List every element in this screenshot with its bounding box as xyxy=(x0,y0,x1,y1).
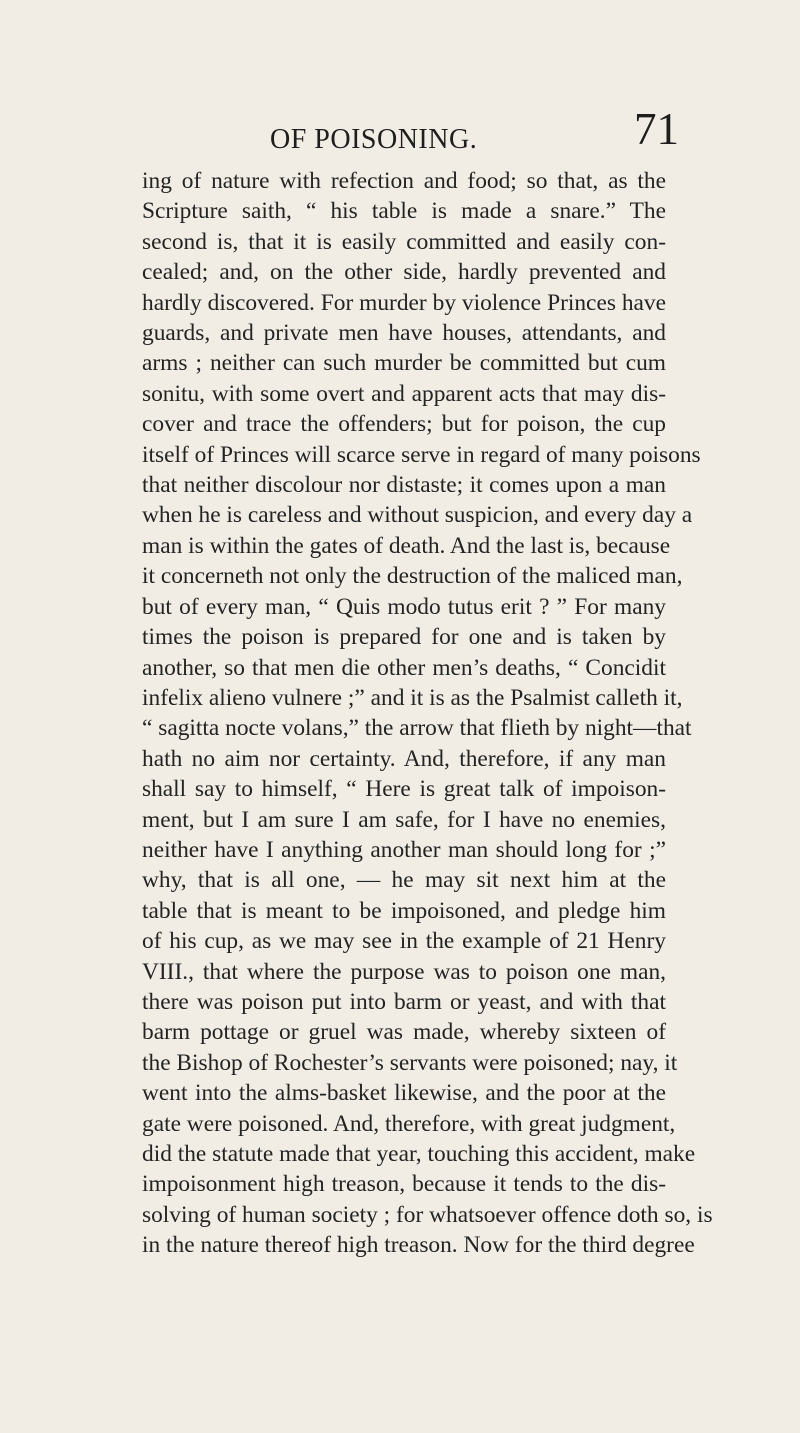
text-line: table that is meant to be impoisoned, and pledge him xyxy=(142,897,666,924)
text-line: ment, but I am sure I am safe, for I have no enemies, xyxy=(142,806,666,833)
text-line: of his cup, as we may see in the example of 21 Henry xyxy=(142,928,666,955)
text-line: cealed; and, on the other side, hardly prevented and xyxy=(142,259,666,286)
text-line: neither have I anything another man should long for ;” xyxy=(142,836,666,863)
text-line: in the nature thereof high treason. Now for the third degree xyxy=(142,1232,695,1259)
text-line: arms ; neither can such murder be committed but cum xyxy=(142,350,666,377)
text-line: ing of nature with refection and food; so that, as the xyxy=(142,168,666,194)
text-line: gate were poisoned. And, therefore, with great judgment, xyxy=(142,1110,676,1137)
text-line: solving of human society ; for whatsoever offence doth so, is xyxy=(142,1201,713,1228)
text-line: why, that is all one, — he may sit next him at the xyxy=(142,867,666,894)
text-line: shall say to himself, “ Here is great talk of impoison- xyxy=(142,776,666,803)
text-line: VIII., that where the purpose was to poison one man, xyxy=(142,958,666,985)
text-line: when he is careless and without suspicion, and every day a xyxy=(142,502,693,529)
text-line: but of every man, “ Quis modo tutus erit ? ” For many xyxy=(142,593,666,620)
text-line: barm pottage or gruel was made, whereby sixteen of xyxy=(142,1019,666,1046)
text-line: hardly discovered. For murder by violence Princes have xyxy=(142,289,666,316)
text-line: Scripture saith, “ his table is made a snare.” The xyxy=(142,198,666,225)
text-line: “ sagitta nocte volans,” the arrow that flieth by night—that xyxy=(142,715,692,742)
text-line: second is, that it is easily committed and easily con- xyxy=(142,228,666,255)
text-line: cover and trace the offenders; but for poison, the cup xyxy=(142,411,666,438)
page-header xyxy=(0,100,800,160)
text-line: the Bishop of Rochester’s servants were poisoned; nay, it xyxy=(142,1049,678,1076)
text-line: guards, and private men have houses, attendants, and xyxy=(142,320,666,347)
text-line: it concerneth not only the destruction of the maliced man, xyxy=(142,563,683,590)
page-number: 71 xyxy=(634,104,679,154)
text-line: sonitu, with some overt and apparent acts that may dis- xyxy=(142,380,666,407)
text-line: another, so that men die other men’s deaths, “ Concidit xyxy=(142,654,666,681)
text-line: impoisonment high treason, because it tends to the dis- xyxy=(142,1171,666,1198)
text-line: that neither discolour nor distaste; it comes upon a man xyxy=(142,472,666,499)
text-line: itself of Princes will scarce serve in regard of many poisons xyxy=(142,441,701,468)
text-line: hath no aim nor certainty. And, therefore, if any man xyxy=(142,745,666,772)
text-line: times the poison is prepared for one and is taken by xyxy=(142,624,666,651)
text-line: there was poison put into barm or yeast, and with that xyxy=(142,988,666,1015)
text-line: infelix alieno vulnere ;” and it is as the Psalmist calleth it, xyxy=(142,684,683,711)
body-text xyxy=(142,166,713,1261)
text-line: man is within the gates of death. And the last is, because xyxy=(142,532,671,559)
text-line: went into the alms-basket likewise, and the poor at the xyxy=(142,1080,666,1107)
running-head: OF POISONING. xyxy=(270,124,478,155)
text-line: did the statute made that year, touching this accident, make xyxy=(142,1141,696,1167)
